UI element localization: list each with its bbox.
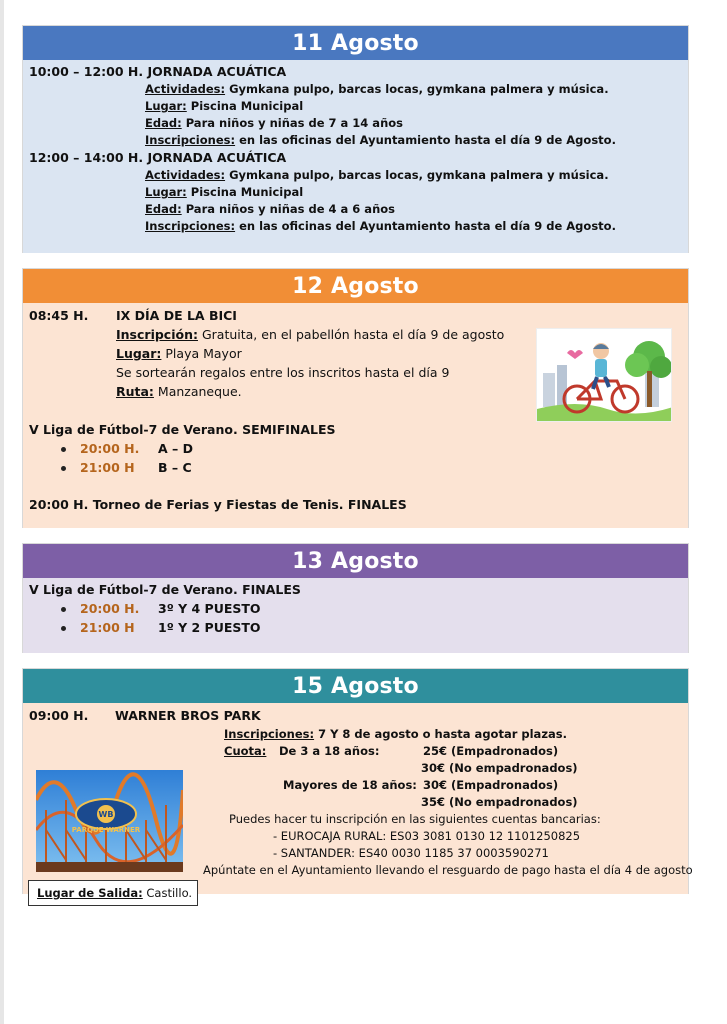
- fee-price: 25€ (Empadronados): [423, 744, 559, 758]
- section-title: 11 Agosto: [23, 26, 688, 60]
- fee-range: De 3 a 18 años:: [279, 744, 380, 758]
- label: Inscripción:: [116, 327, 198, 342]
- warner-park-photo: [36, 770, 183, 872]
- park-sign-text: PARQUE WARNER: [71, 826, 141, 834]
- tennis-event: 20:00 H. Torneo de Ferias y Fiestas de Tenis. FINALES: [29, 497, 407, 512]
- event-signup: [224, 727, 567, 741]
- value: Gratuita, en el pabellón hasta el día 9 de agosto: [197, 327, 505, 342]
- event-age: [145, 202, 395, 216]
- event-raffle: Se sortearán regalos entre los inscritos hasta el día 9: [116, 365, 450, 380]
- label: Actividades:: [145, 82, 226, 96]
- match-time: 20:00 H.: [80, 601, 140, 616]
- signup-note: Apúntate en el Ayuntamiento llevando el resguardo de pago hasta el día 4 de agosto: [203, 863, 693, 877]
- label: Edad:: [145, 202, 182, 216]
- label: Inscripciones:: [145, 133, 236, 147]
- event-time: 10:00 – 12:00 H. JORNADA ACUÁTICA: [29, 64, 287, 79]
- section-12-agosto: [22, 268, 689, 528]
- event-time: 09:00 H.: [29, 708, 89, 723]
- label: Lugar:: [145, 99, 187, 113]
- match-time: 21:00 H: [80, 460, 135, 475]
- bank-account: - EUROCAJA RURAL: ES03 3081 0130 12 1101250825: [273, 829, 581, 843]
- section-title: 13 Agosto: [23, 544, 688, 578]
- section-13-agosto: [22, 543, 689, 653]
- label: Inscripciones:: [145, 219, 236, 233]
- event-title: IX DÍA DE LA BICI: [116, 308, 237, 323]
- label: Inscripciones:: [224, 727, 315, 741]
- event-title: WARNER BROS PARK: [115, 708, 261, 723]
- event-time: 12:00 – 14:00 H. JORNADA ACUÁTICA: [29, 150, 287, 165]
- section-body: [23, 578, 688, 653]
- fee-label: Cuota:: [224, 744, 267, 758]
- bicycle-icon: [537, 329, 672, 422]
- label: Ruta:: [116, 384, 154, 399]
- fee-price: 35€ (No empadronados): [421, 795, 578, 809]
- match-teams: B – C: [158, 460, 192, 475]
- value: Gymkana pulpo, barcas locas, gymkana palmera y música.: [225, 168, 609, 182]
- value: en las oficinas del Ayuntamiento hasta el día 9 de Agosto.: [235, 219, 616, 233]
- bullet: [61, 466, 66, 471]
- section-title: 15 Agosto: [23, 669, 688, 703]
- match-teams: 1º Y 2 PUESTO: [158, 620, 261, 635]
- label: Lugar:: [116, 346, 162, 361]
- match-time: 20:00 H.: [80, 441, 140, 456]
- event-place: [116, 346, 242, 361]
- page-edge: [0, 0, 4, 1024]
- bank-account: - SANTANDER: ES40 0030 1185 37 0003590271: [273, 846, 549, 860]
- label: Edad:: [145, 116, 182, 130]
- event-place: [145, 185, 303, 199]
- event-activities: [145, 168, 609, 182]
- value: Playa Mayor: [161, 346, 242, 361]
- label: Lugar de Salida:: [37, 886, 143, 900]
- bullet: [61, 447, 66, 452]
- bullet: [61, 626, 66, 631]
- bicycle-illustration: [536, 328, 672, 422]
- section-body: [23, 703, 693, 900]
- section-11-agosto: [22, 25, 689, 253]
- value: Piscina Municipal: [186, 99, 304, 113]
- event-signup: [145, 219, 616, 233]
- value: Piscina Municipal: [186, 185, 304, 199]
- label: Actividades:: [145, 168, 226, 182]
- bank-accounts-intro: Puedes hacer tu inscripción en las siguientes cuentas bancarias:: [229, 812, 601, 826]
- rollercoaster-icon: [36, 770, 183, 872]
- league-title: V Liga de Fútbol-7 de Verano. SEMIFINALES: [29, 422, 336, 437]
- section-body: [23, 60, 688, 253]
- event-place: [145, 99, 303, 113]
- section-15-agosto: [22, 668, 693, 900]
- value: Castillo.: [142, 886, 193, 900]
- value: Manzaneque.: [153, 384, 242, 399]
- label: Lugar:: [145, 185, 187, 199]
- fee-price: 30€ (Empadronados): [423, 778, 559, 792]
- value: Para niños y niñas de 4 a 6 años: [181, 202, 395, 216]
- match-teams: 3º Y 4 PUESTO: [158, 601, 261, 616]
- league-title: V Liga de Fútbol-7 de Verano. FINALES: [29, 582, 301, 597]
- section-title: 12 Agosto: [23, 269, 688, 303]
- match-time: 21:00 H: [80, 620, 135, 635]
- value: Para niños y niñas de 7 a 14 años: [181, 116, 404, 130]
- fee-price: 30€ (No empadronados): [421, 761, 578, 775]
- departure-place-box: [28, 880, 198, 906]
- match-teams: A – D: [158, 441, 194, 456]
- event-age: [145, 116, 403, 130]
- section-body: [23, 303, 688, 528]
- value: 7 Y 8 de agosto o hasta agotar plazas.: [314, 727, 567, 741]
- event-signup: [116, 327, 504, 342]
- event-time: 08:45 H.: [29, 308, 89, 323]
- event-signup: [145, 133, 616, 147]
- fee-range: Mayores de 18 años:: [283, 778, 417, 792]
- event-activities: [145, 82, 609, 96]
- bullet: [61, 607, 66, 612]
- value: en las oficinas del Ayuntamiento hasta el día 9 de Agosto.: [235, 133, 616, 147]
- wb-logo-text: WB: [98, 810, 114, 819]
- event-route: [116, 384, 242, 399]
- value: Gymkana pulpo, barcas locas, gymkana palmera y música.: [225, 82, 609, 96]
